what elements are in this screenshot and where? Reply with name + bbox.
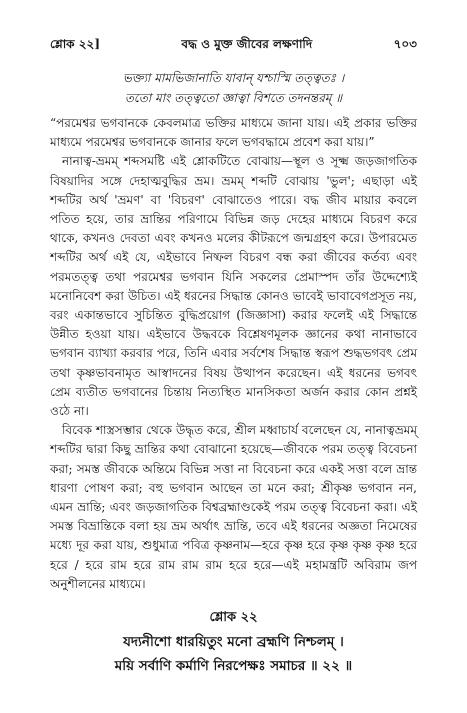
sanskrit-verse xyxy=(50,630,417,678)
header-verse-ref: শ্লোক ২২] xyxy=(50,37,101,51)
quoted-sanskrit-verse xyxy=(50,68,417,108)
quoted-verse-line-2: ততো মাং তত্ত্বতো জ্ঞাত্বা বিশতে তদনন্তরম্‌ ॥ xyxy=(124,91,343,105)
header-chapter-title: বদ্ধ ও মুক্ত জীবের লক্ষণাদি xyxy=(181,37,313,51)
page-number: ৭০৩ xyxy=(393,37,417,51)
commentary-paragraph: নানাত্ব-ভ্রমম্‌ শব্দসমষ্টি এই শ্লোকটিতে বোঝায়—স্থূল ও সূক্ষ্ম জড়জাগতিক বিষয়াদির সঙ্গে দেহাত্মবুদ্ধির ভ্রম। ভ্রমম্‌ শব্দটি বোঝায় 'ভুল'; এছাড়া এই শব্দটির অর্থ 'ভ্রমণ' বা 'বিচরণ' বোঝাতেও পারে। বদ্ধ জীব মায়ার কবলে পতিত হয়ে, তার ভ্রান্তির পরিণামে বিভিন্ন জড় দেহের মাধ্যমে বিচরণ করে থাকে, কখনও দেবতা এবং কখনও মলের কীটরূপে জন্মগ্রহণ করে। উপারমেত শব্দটির অর্থ এই যে, এইভাবে নিষ্ফল বিচরণ বন্ধ করা জীবের কর্তব্য এবং পরমতত্ত্ব তথা পরমেশ্বর ভগবান যিনি সকলের প্রেমাস্পদ তাঁর উদ্দেশ্যেই মনোনিবেশ করা উচিত। এই ধরনের সিদ্ধান্ত কোনও ভাবেই ভাবাবেগপ্রসূত নয়, বরং একান্তভাবে সুচিন্তিত বুদ্ধিপ্রয়োগ (জিজ্ঞাসা) করার ফলেই এই সিদ্ধান্তে উন্নীত হওয়া যায়। এইভাবে উদ্ধবকে বিশ্লেষণমূলক জ্ঞানের কথা নানাভাবে ভগবান ব্যাখ্যা করবার পরে, তিনি এবার সর্বশেষ সিদ্ধান্ত স্বরূপ শুদ্ধভগবৎ প্রেম তথা কৃষ্ণভাবনামৃত আস্বাদনের বিষয় উত্থাপন করেছেন। এই ধরনের ভগবৎ প্রেম ব্যতীত ভগবানের চিন্তায় নিত্যস্থিত মানসিকতা অর্জন করার কোন প্রশ্নই ওঠে না। xyxy=(50,154,417,419)
verse-heading: শ্লোক ২২ xyxy=(209,610,258,626)
running-header xyxy=(50,36,417,58)
commentary-body xyxy=(50,114,417,594)
verse-line-2: ময়ি সর্বাণি কর্মাণি নিরপেক্ষঃ সমাচর ॥ ২২ ॥ xyxy=(114,658,353,675)
verse-line-1: যদ্যনীশো ধারয়িতুং মনো ব্রহ্মণি নিশ্চলম্‌ । xyxy=(123,634,344,651)
quoted-verse-line-1: ভক্ত্যা মামভিজানাতি যাবান্‌ যশ্চাস্মি তত্ত্বতঃ । xyxy=(122,71,345,85)
translation-paragraph: “পরমেশ্বর ভগবানকে কেবলমাত্র ভক্তির মাধ্যমে জানা যায়। এই প্রকার ভক্তির মাধ্যমে পরমেশ্বর ভগবানকে জানার ফলে ভগবদ্ধামে প্রবেশ করা যায়।” xyxy=(50,116,417,150)
commentary-paragraph: বিবেক শাস্ত্রসম্ভার থেকে উদ্ধৃত করে, শ্রীল মধ্বাচার্য বলেছেন যে, নানাত্বভ্রমম্‌ শব্দটির দ্বারা কিছু ভ্রান্তির কথা বোঝানো হয়েছে—জীবকে পরম তত্ত্ব বিবেচনা করা; সমস্ত জীবকে অন্তিমে বিভিন্ন সত্তা না বিবেচনা করে একই সত্তা বলে ভ্রান্ত ধারণা পোষণ করা; বহু ভগবান আছেন তা মনে করা; শ্রীকৃষ্ণ ভগবান নন, এমন ভ্রান্তি; এবং জড়জাগতিক বিশ্বব্রহ্মাণ্ডকেই পরম তত্ত্ব বিবেচনা করা। এই সমস্ত বিভ্রান্তিকে বলা হয় ভ্রম অর্থাৎ ভ্রান্তি, তবে এই ধরনের অজ্ঞতা নিমেষের মধ্যে দূর করা যায়, শুধুমাত্র পবিত্র কৃষ্ণনাম—হরে কৃষ্ণ হরে কৃষ্ণ কৃষ্ণ কৃষ্ণ হরে হরে / হরে রাম হরে রাম রাম রাম হরে হরে—এই মহামন্ত্রটি অবিরাম জপ অনুশীলনের মাধ্যমে। xyxy=(50,423,417,591)
